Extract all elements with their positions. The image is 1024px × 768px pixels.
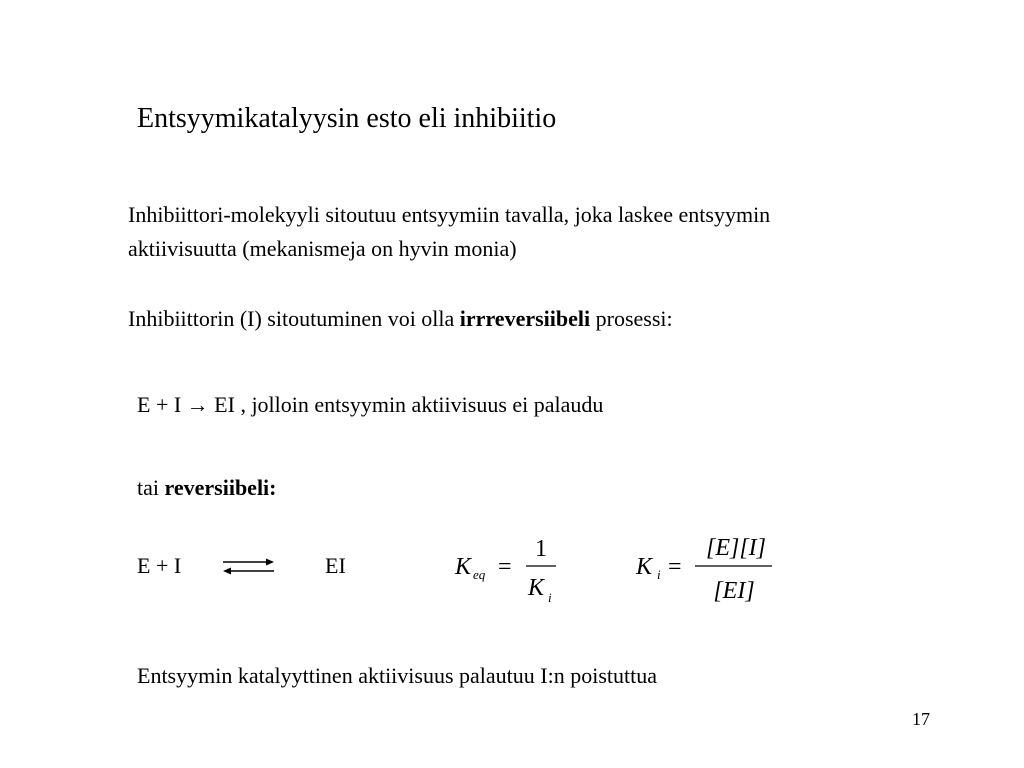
page-number: 17 [912,709,930,729]
keq-numerator: 1 [535,536,547,562]
ki-equation [628,528,788,610]
reaction-reactants: E + I [137,392,187,417]
irreversible-term: irrreversiibeli [459,306,591,331]
keq-equation [448,528,568,610]
paragraph-line-2: aktiivisuutta (mekanismeja on hyvin monia) [128,236,517,261]
reaction-note: , jolloin entsyymin aktiivisuus ei palaudu [240,392,604,417]
irreversible-reaction [137,390,603,420]
binding-suffix: prosessi: [590,306,673,331]
slide-title: Entsyymikatalyysin esto eli inhibiitio [137,103,557,134]
reversible-prefix: tai [137,475,165,500]
ki-symbol: K [636,554,653,580]
keq-subscript: eq [473,567,486,582]
keq-denominator-subscript: i [548,590,552,605]
reversible-product: EI [325,553,346,578]
ki-subscript: i [657,567,661,582]
ki-numerator: [E][I] [705,535,767,561]
reaction-product: EI [208,392,241,417]
paragraph-line-1: Inhibiittori-molekyyli sitoutuu entsyymiin tavalla, joka laskee entsyymin [128,202,771,227]
keq-denominator-symbol: K [528,575,545,601]
paragraph-binding-types [128,302,673,336]
final-statement: Entsyymin katalyyttinen aktiivisuus palautuu I:n poistuttua [137,663,657,688]
reversible-term: reversiibeli: [164,475,277,500]
reversible-label [137,473,277,503]
equilibrium-arrows-icon [221,557,277,577]
keq-equals: = [498,554,512,580]
keq-symbol: K [455,554,472,580]
ki-denominator: [EI] [713,578,755,604]
ki-equals: = [668,554,682,580]
binding-prefix: Inhibiittorin (I) sitoutuminen voi olla [128,306,460,331]
reversible-reactants: E + I [137,553,182,578]
paragraph-inhibitor-definition [128,198,770,266]
reaction-arrow-icon: → [186,392,209,417]
